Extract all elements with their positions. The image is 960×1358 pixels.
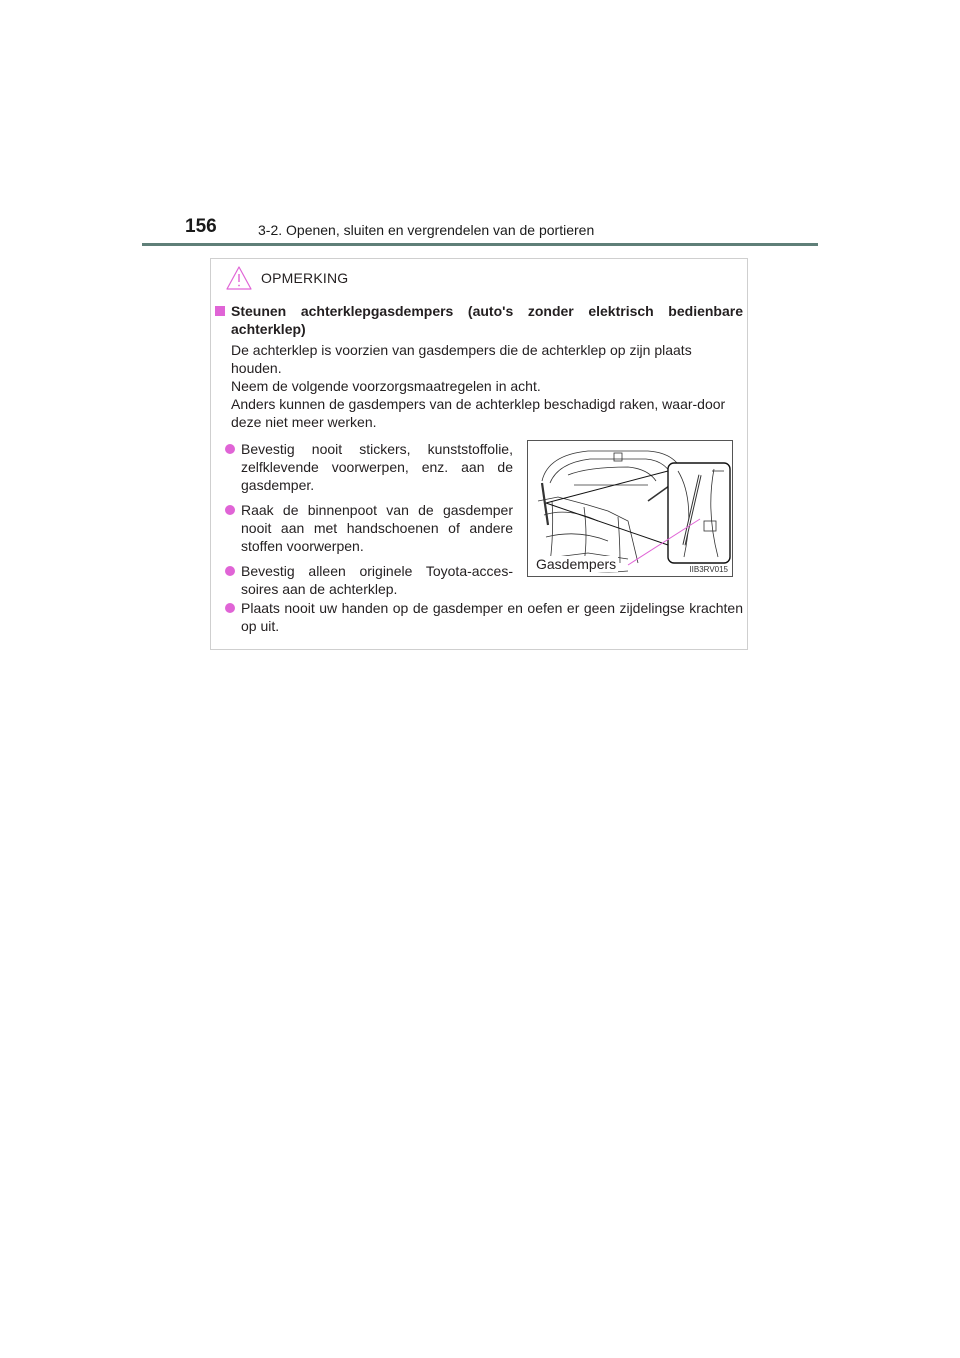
round-bullet-icon [225,566,235,576]
round-bullet-icon [225,444,235,454]
final-precaution [225,599,743,635]
page-number: 156 [185,216,217,237]
section-title: 3-2. Openen, sluiten en vergrendelen van de portieren [258,222,595,238]
bullet-text: Bevestig nooit stickers, kunststoffolie, zelfklevende voorwerpen, enz. aan de gasdemper. [241,441,513,493]
bullet-text: Plaats nooit uw handen op de gasdemper en oefen er geen zijdelingse krachten op uit. [241,600,743,634]
header-rule [142,243,818,246]
notice-label: OPMERKING [261,270,349,286]
notice-box [210,258,748,650]
notice-heading [215,302,743,338]
intro-line: Neem de volgende voorzorgsmaatregelen in acht. [231,378,541,394]
list-item [225,562,513,598]
notice-header [225,265,348,291]
bullet-text: Bevestig alleen originele Toyota-acces-soires aan de achterklep. [241,563,513,597]
figure-code: IIB3RV015 [689,565,728,574]
list-item [225,440,513,494]
bullet-text: Raak de binnenpoot van de gasdemper nooit aan met handschoenen of andere stoffen voorwerpen. [241,502,513,554]
intro-line: De achterklep is voorzien van gasdempers die de achterklep op zijn plaats houden. [231,342,692,376]
figure-tailgate-dampers [527,440,733,577]
precaution-list [225,440,513,605]
square-bullet-icon [215,306,225,316]
heading-text: Steunen achterklepgasdempers (auto's zonder elektrisch bedienbare achterklep) [231,303,743,337]
warning-triangle-icon [225,265,253,291]
intro-text [231,341,743,431]
round-bullet-icon [225,603,235,613]
figure-callout-label: Gasdempers [536,556,617,572]
list-item [225,501,513,555]
intro-line: Anders kunnen de gasdempers van de achterklep beschadigd raken, waar-door deze niet meer werken. [231,396,726,430]
round-bullet-icon [225,505,235,515]
